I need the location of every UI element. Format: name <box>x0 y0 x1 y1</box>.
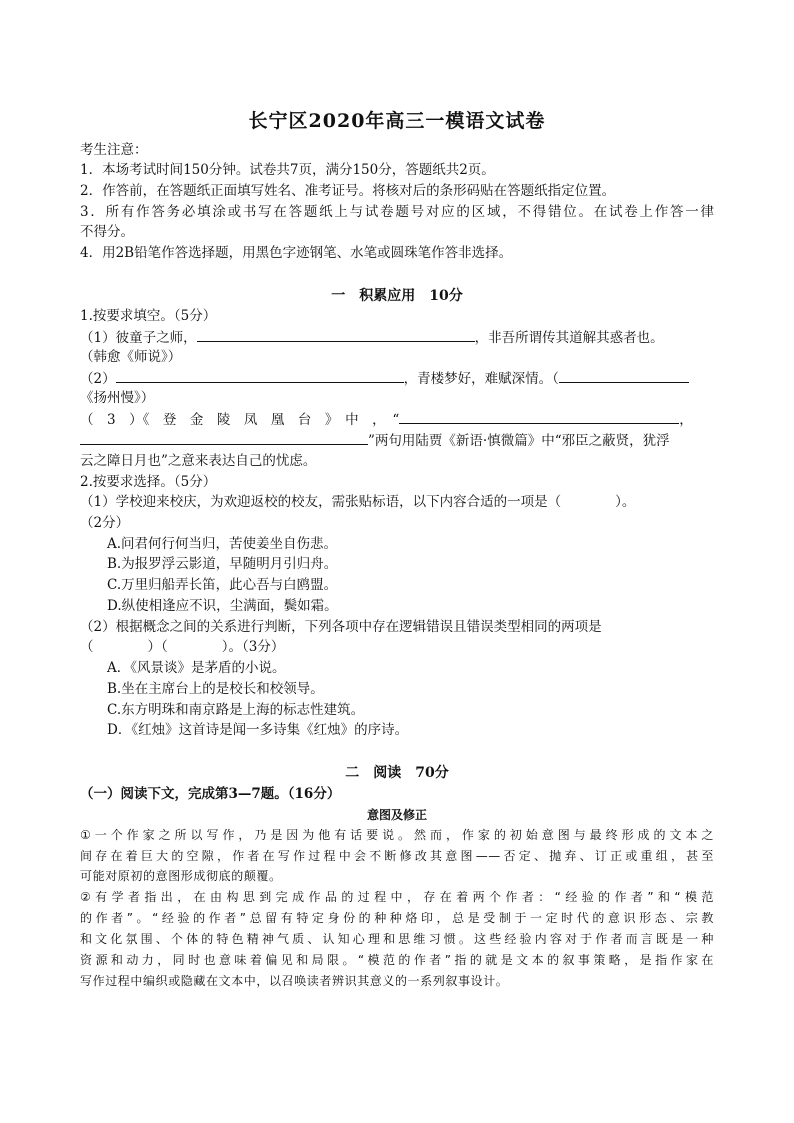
question-text: 云之障日月也”之意来表达自己的忧虑。 <box>80 453 317 469</box>
option-d: D．《红烛》这首诗是闻一多诗集《红烛》的序诗。 <box>107 722 409 738</box>
answer-blank[interactable] <box>116 368 404 383</box>
notice-item: 2．作答前，在答题纸正面填写姓名、准考证号。将核对后的条形码贴在答题纸指定位置。 <box>80 183 616 199</box>
source-text: （韩愈《师说》） <box>80 349 182 365</box>
question-text: ”两句用陆贾《新语·慎微篇》中“邪臣之蔽贤，犹浮 <box>368 433 670 449</box>
question-text: （1）彼童子之师， <box>80 330 197 346</box>
article-line: 可能对原初的意图形成彻底的颠覆。 <box>80 869 282 883</box>
option-c: C.东方明珠和南京路是上海的标志性建筑。 <box>107 702 365 718</box>
option-d: D.纵使相逢应不识，尘满面，鬓如霜。 <box>107 598 338 614</box>
question-stem: 1.按要求填空。（5分） <box>80 308 217 324</box>
question-text: ，非吾所谓传其道解其惑者也。 <box>474 330 664 346</box>
option-a: A．《风景谈》是茅盾的小说。 <box>107 660 286 676</box>
exam-title: 长宁区2020年高三一模语文试卷 <box>248 110 546 132</box>
section-heading: 二 阅读 70分 <box>345 765 449 781</box>
answer-blank[interactable] <box>559 368 689 383</box>
answer-blank[interactable] <box>399 409 679 424</box>
section-heading: 一 积累应用 10分 <box>331 288 463 304</box>
notice-item: 不得分。 <box>80 224 134 240</box>
article-line: 写作过程中编织或隐藏在文本中，以召唤读者辨识其意义的一系列叙事设计。 <box>80 974 509 988</box>
option-c: C.万里归船弄长笛，此心吾与白鸥盟。 <box>107 577 338 593</box>
subsection-heading: （一）阅读下文，完成第3—7题。（16分） <box>80 786 341 802</box>
notice-item: 3．所有作答务必填涂或书写在答题纸上与试卷题号对应的区域，不得错位。在试卷上作答一律 <box>80 204 714 220</box>
article-line: 间存在着巨大的空隙，作者在写作过程中会不断修改其意图——否定、抛弃、订正或重组，甚至 <box>80 849 714 863</box>
question-text: （ 3 ）《 登 金 陵 凤 凰 台 》 中 ， “ <box>80 412 400 428</box>
question-text: （2分） <box>80 515 130 531</box>
fill-question-2 <box>80 368 714 389</box>
fill-question-3-cont <box>80 430 714 451</box>
question-text: ，青楼梦好，难赋深情。（ <box>403 371 559 387</box>
source-text: 《扬州慢》） <box>80 390 155 406</box>
option-b: B.为报罗浮云影道，早随明月引归舟。 <box>107 556 338 572</box>
fill-question-3 <box>80 409 714 430</box>
article-line: 和文化氛围、个体的特色精神气质、认知心理和思维习惯。这些经验内容对于作者而言既是一种 <box>80 932 714 946</box>
question-text: （ ）（ ）。（3分） <box>80 639 285 655</box>
answer-blank[interactable] <box>197 327 475 342</box>
question-stem: 2.按要求选择。（5分） <box>80 474 217 490</box>
article-line: ①一个作家之所以写作，乃是因为他有话要说。然而，作家的初始意图与最终形成的文本之 <box>80 828 714 842</box>
answer-blank[interactable] <box>80 430 368 445</box>
question-text: （1）学校迎来校庆，为欢迎返校的校友，需张贴标语，以下内容合适的一项是（ ）。 <box>80 494 636 510</box>
option-a: A.问君何行何当归，苦使姜坐自伤悲。 <box>107 536 338 552</box>
notice-item: 4．用2B铅笔作答选择题，用黑色字迹钢笔、水笔或圆珠笔作答非选择。 <box>80 245 513 261</box>
question-text: （2）根据概念之间的关系进行判断，下列各项中存在逻辑错误且错误类型相同的两项是 <box>80 619 602 635</box>
fill-question-1 <box>80 327 714 348</box>
question-text: （2） <box>80 371 116 387</box>
article-line: 资源和动力，同时也意味着偏见和局限。“模范的作者”指的就是文本的叙事策略，是指作家在 <box>80 953 714 967</box>
option-b: B.坐在主席台上的是校长和校领导。 <box>107 681 324 697</box>
notice-item: 1．本场考试时间150分钟。试卷共7页，满分150分，答题纸共2页。 <box>80 162 495 178</box>
notice-heading: 考生注意： <box>80 142 148 158</box>
article-line: 的作者”。“经验的作者”总留有特定身份的种种烙印，总是受制于一定时代的意识形态、宗教 <box>80 911 714 925</box>
article-title: 意图及修正 <box>366 808 427 822</box>
article-line: ②有学者指出，在由构思到完成作品的过程中，存在着两个作者：“经验的作者”和“模范 <box>80 890 714 904</box>
question-text: ， <box>679 412 693 428</box>
